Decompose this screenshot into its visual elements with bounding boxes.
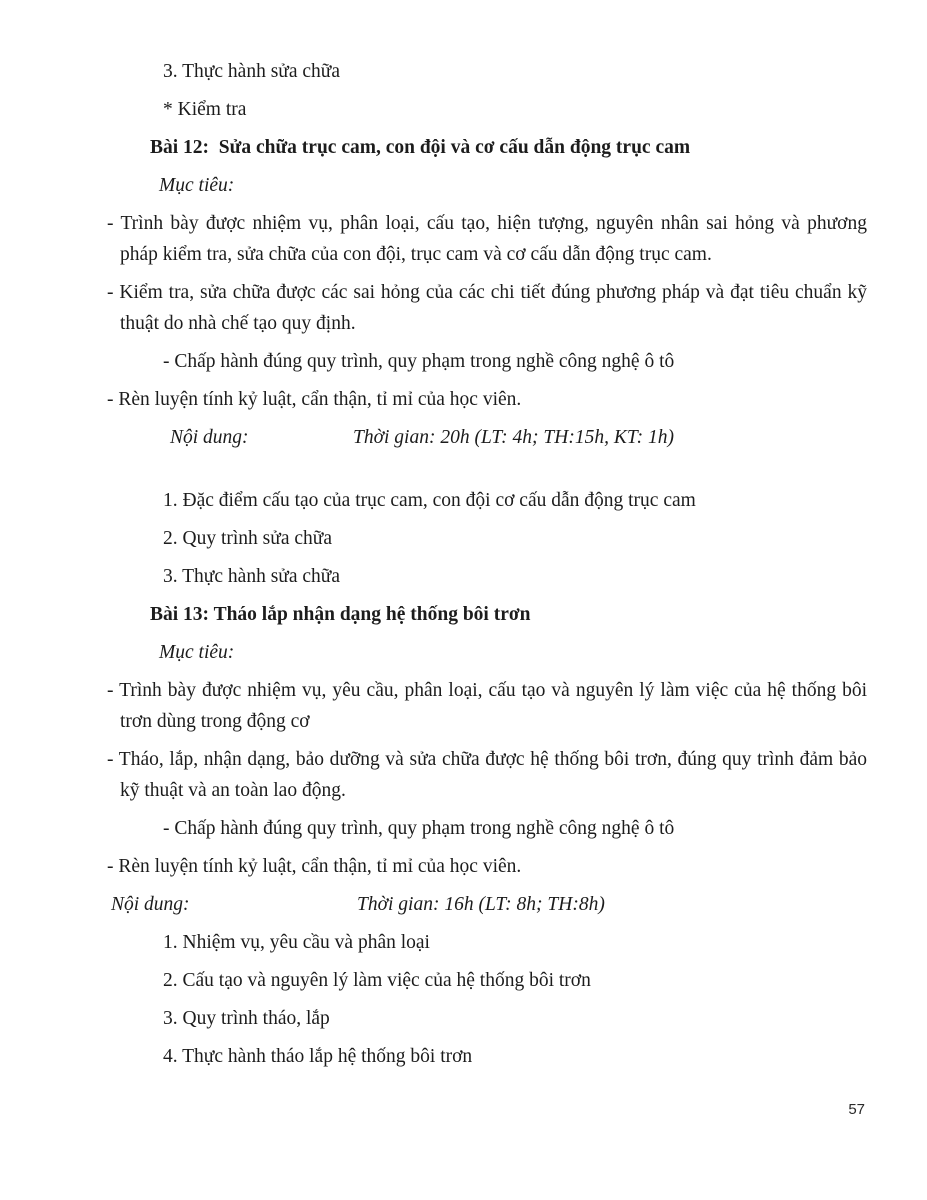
lesson13-schedule-row: [107, 889, 867, 920]
page-number: 57: [848, 1101, 865, 1118]
objective-item: - Rèn luyện tính kỷ luật, cẩn thận, tỉ mỉ của học viên.: [107, 389, 522, 410]
lesson13-objectives-label: Mục tiêu:: [159, 642, 235, 663]
lesson13-title: Bài 13: Tháo lắp nhận dạng hệ thống bôi trơn: [150, 604, 531, 625]
objective-item: - Tháo, lắp, nhận dạng, bảo dưỡng và sửa chữa được hệ thống bôi trơn, đúng quy trình đảm bảo kỹ thuật và an toàn lao động.: [107, 749, 867, 801]
content-item: 3. Quy trình tháo, lắp: [163, 1008, 330, 1029]
content-item: 2. Cấu tạo và nguyên lý làm việc của hệ thống bôi trơn: [163, 970, 591, 991]
document-content: [107, 56, 867, 1079]
content-item: 3. Thực hành sửa chữa: [163, 566, 341, 587]
content-label: Nội dung:: [111, 894, 190, 915]
objective-item: - Trình bày được nhiệm vụ, phân loại, cấu tạo, hiện tượng, nguyên nhân sai hỏng và phương pháp kiểm tra, sửa chữa của con đội, trục cam và cơ cấu dẫn động trục cam.: [107, 213, 867, 265]
objective-item: - Rèn luyện tính kỷ luật, cẩn thận, tỉ mỉ của học viên.: [107, 856, 522, 877]
content-item: 2. Quy trình sửa chữa: [163, 528, 332, 549]
lesson12-title: Bài 12: Sửa chữa trục cam, con đội và cơ cấu dẫn động trục cam: [150, 137, 691, 158]
objective-item: - Chấp hành đúng quy trình, quy phạm trong nghề công nghệ ô tô: [163, 351, 675, 372]
objective-item: - Chấp hành đúng quy trình, quy phạm trong nghề công nghệ ô tô: [163, 818, 675, 839]
duration-label: Thời gian: 20h (LT: 4h; TH:15h, KT: 1h): [353, 427, 674, 448]
content-item: 4. Thực hành tháo lắp hệ thống bôi trơn: [163, 1046, 473, 1067]
lesson12-schedule-row: [107, 422, 867, 453]
content-item: 1. Đặc điểm cấu tạo của trục cam, con đội cơ cấu dẫn động trục cam: [163, 490, 696, 511]
objective-item: - Trình bày được nhiệm vụ, yêu cầu, phân loại, cấu tạo và nguyên lý làm việc của hệ thống bôi trơn dùng trong động cơ: [107, 680, 867, 732]
duration-label: Thời gian: 16h (LT: 8h; TH:8h): [357, 894, 605, 915]
content-item: 1. Nhiệm vụ, yêu cầu và phân loại: [163, 932, 430, 953]
list-item: 3. Thực hành sửa chữa: [163, 61, 341, 82]
list-item: * Kiểm tra: [163, 99, 247, 120]
content-label: Nội dung:: [170, 427, 249, 448]
objective-item: - Kiểm tra, sửa chữa được các sai hỏng của các chi tiết đúng phương pháp và đạt tiêu chuẩn kỹ thuật do nhà chế tạo quy định.: [107, 282, 867, 334]
lesson12-objectives-label: Mục tiêu:: [159, 175, 235, 196]
